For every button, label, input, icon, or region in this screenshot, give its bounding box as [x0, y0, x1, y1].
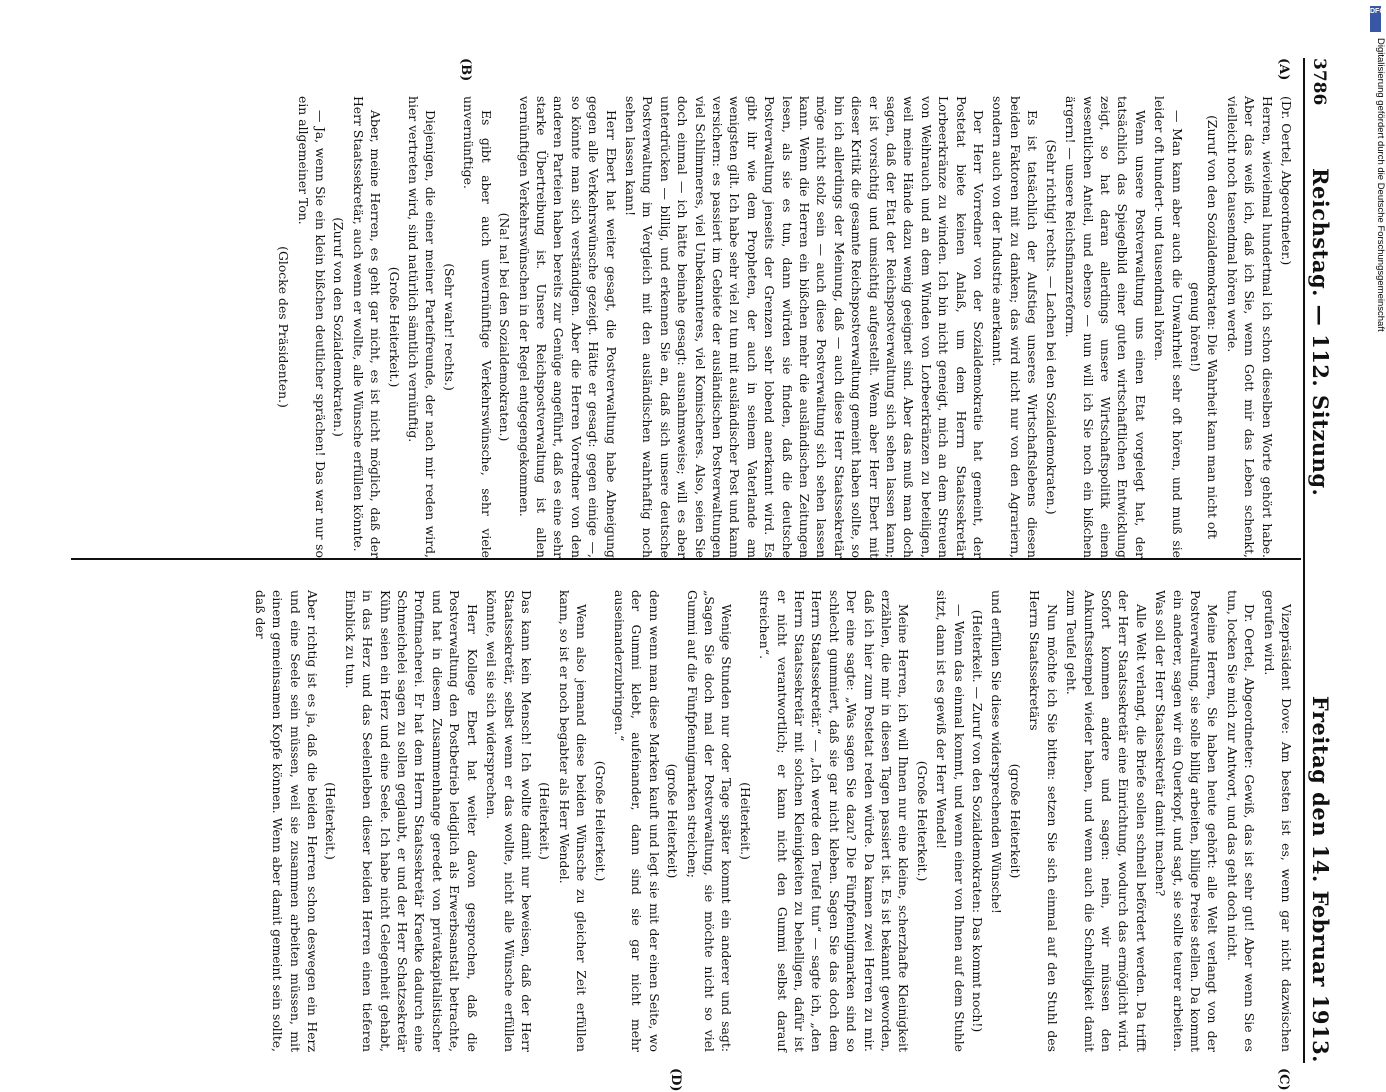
credit-text: Digitalisierung gefördert durch die Deutsche Forschungsgemeinschaft [1375, 38, 1386, 332]
paragraph: denn wenn man diese Marken kauft und legt sie mit der einen Seite, wo der Gummi klebt, aufeinander, dann sind sie gar nicht mehr auseinanderzubringen.“ [611, 590, 662, 1052]
page-number: 3786 [1309, 58, 1329, 106]
paragraph: und erfüllen Sie diese widersprechenden Wünsche! [989, 590, 1005, 914]
paragraph: Das kann kein Mensch! Ich wollte damit nur beweisen, daß der Herr Staatssekretär, selbst wenn er das wollte, nicht alle Wünsche erfüllen könnte, weil sie sich widersprechen. [484, 590, 534, 1052]
paragraph: Nun möchte ich Sie bitten: setzen Sie sich einmal auf den Stuhl des Herrn Staatssekretärs [1027, 590, 1060, 1052]
interjection: (Heiterkeit.) [537, 782, 553, 860]
paragraph: Meine Herren, Sie haben heute gehört: alle Welt verlangt von der Postverwaltung, sie solle billig arbeiten, billige Preise stellen. Da kommt ein anderer, sagen wir ein Querkopf, und sagt, sie sollte teurer arbeiten. Was soll der Herr Staatssekretär damit machen? [1153, 590, 1221, 1052]
paragraph: Meine Herren, ich will Ihnen nur eine kleine, scherzhafte Kleinigkeit erzählen, die mir in diesen Tagen passiert ist. Es ist bekannt geworden, daß ich hier zum Postetat reden würde. Da kamen zwei Herren zu mir. Der eine sagte: „Was sagen Sie dazu? Die Fünfpfennigmarken sind so schlecht gummiert, daß sie gar nicht kleben. Sagen Sie das doch dem Herrn Staatssekretär.“ — „Ich werde den Teufel tun“ — sagte ich, „den Herrn Staatssekretär mit solchen Kleinigkeiten zu behelligen, dafür ist er nicht verantwortlich; er kann nicht den Gummi selbst darauf streichen“. [757, 590, 912, 1052]
interjection: (Große Heiterkeit.) [914, 760, 930, 882]
margin-marker-c: (C) [1276, 1068, 1291, 1091]
paragraph: Wenn unsere Postverwaltung uns einen Etat vorgelegt hat, der tatsächlich das Spiegelbild einer guten wirtschaftlichen Entwicklung zeigt, so hat daran allerdings unsere Wirtschaftspolitik einen wesentlichen Anteil, und ebenso — nun will ich Sie noch ein bißchen ärgern! — unsere Reichsfinanzreform. [1063, 96, 1148, 558]
interjection: (Sehr richtig! rechts. — Lachen bei den Sozialdemokraten.) [1043, 139, 1059, 515]
session-date: Freitag den 14. Februar 1913. [1308, 695, 1333, 1063]
paragraph: Aber richtig ist es ja, daß die beiden Herren schon deswegen ein Herz und eine Seele sein müssen, weil sie zusammen arbeiten müssen, mit einem gemeinsamen Kopfe können. Wenn aber damit gemeint sein sollte, daß der [252, 590, 321, 1052]
header-rule [1303, 58, 1305, 1063]
paragraph: Wenige Stunden nur oder Tage später kommt ein anderer und sagt: „Sagen Sie doch mal der Postverwaltung, sie möchte nicht so viel Gummi auf die Fünfpfennigmarken streichen; [684, 590, 735, 1052]
paragraph: Es gibt aber auch unvernünftige Verkehrswünsche, sehr viele unvernünftige. [461, 96, 494, 558]
interjection: (Große Heiterkeit.) [592, 760, 608, 882]
paragraph: Aber, meine Herren, es geht gar nicht, es ist nicht möglich, daß der Herr Staatssekretär, auch wenn er wollte, alle Wünsche erfüllen könnte. [350, 96, 384, 558]
margin-marker-b: (B) [458, 58, 473, 82]
dfg-logo: DFG [1370, 6, 1381, 32]
page-title: Reichstag. — 112. Sitzung. [1308, 168, 1333, 497]
interjection: (Heiterkeit. — Zuruf von den Sozialdemokraten: Das kommt noch!) [970, 609, 986, 1033]
paragraph: — Man kann aber auch die Unwahrheit sehr oft hören, und muß sie leider oft hundert- und tausendmal hören. [1152, 96, 1185, 558]
interjection: (Große Heiterkeit.) [386, 266, 402, 388]
interjection: (große Heiterkeit) [665, 763, 681, 879]
margin-marker-d: (D) [668, 1068, 683, 1092]
digitization-credit [1375, 8, 1386, 988]
paragraph: Herr Kollege Ebert hat weiter davon gesprochen, daß die Postverwaltung den Postbetrieb lediglich als Erwerbsanstalt betrachte, und hat in diesem Zusammenhange geredet von privatkapitalistischer Profitmacherei. Er hat dem Herrn Staatssekretär Kraetke dadurch eine Schmeichelei sagen zu sollen geglaubt, er und der Herr Schatzsekretär Kühn seien ein Herz und eine Seele. Ich habe nicht Gelegenheit gehabt, in das Herz und das Seelenleben dieser beiden Herren einen tieferen Einblick zu tun. [342, 590, 480, 1052]
paragraph: Diejenigen, die einer meiner Parteifreunde, der nach mir reden wird, hier vertreten wird, sind natürlich sämtlich vernünftig. [406, 96, 439, 558]
paragraph: Der Herr Vorredner von der Sozialdemokratie hat gemeint, der Postetat biete keinen Anlaß, um dem Herrn Staatssekretär Lorbeerkränze zu winden. Ich bin nicht geneigt, mich an dem Streuen von Weihrauch und an dem Winden von Lorbeerkränzen zu beteiligen, weil meine Hände dazu wenig geeignet sind. Aber das muß man doch sagen, daß der Etat der Reichspostverwaltung sich sehen lassen kann; er ist vorsichtig und umsichtig aufgestellt. Wenn aber Herr Ebert mit dieser Kritik die gesamte Reichspostverwaltung gemeint haben sollte, so bin ich allerdings der Meinung, daß — auch diese Herr Staatssekretär möge nicht stolz sein — auch diese Postverwaltung sich sehen lassen kann. Wenn die Herren ein bißchen mehr die ausländischen Zeitungen lesen, als sie es tun, dann würden sie finden, daß die deutsche Postverwaltung jenseits der Grenzen sehr lobend anerkannt wird. Es gibt ihr wie dem Propheten, der auch in seinem Vaterlande am wenigsten gilt. Ich habe sehr viel zu tun mit ausländischer Post und kann versichern: es passiert im Gebiete der ausländischen Postverwaltungen viel Schlimmeres, viel Unbekannteres, viel Komischeres. Also, seien Sie doch einmal — ich hätte beinahe gesagt: ausnahmsweise; will es aber unterdrücken — billig, und erkennen Sie an, daß sich unsere deutsche Postverwaltung im Vergleich mit den ausländischen wahrhaftig noch sehen lassen kann! [622, 96, 987, 558]
paragraph: — Wenn das einmal kommt, und wenn einer von Ihnen auf dem Stuhle sitzt, dann ist es gewiß der Herr Wendel! [934, 590, 967, 1052]
paragraph: Vizepräsident Dove: Am besten ist es, wenn gar nicht dazwischen gerufen wird. [1261, 590, 1294, 1052]
interjection: (große Heiterkeit) [1007, 763, 1023, 879]
left-text-column [65, 96, 1295, 558]
paragraph: Herren, wievielmal hundertmal ich schon dieselben Worte gehört habe. Aber das weiß ich, daß ich Sie, wenn Gott mir das Leben schenkt, vielleicht noch tausendmal hören werde. [1224, 96, 1275, 558]
paragraph: Herr Ebert hat weiter gesagt, die Postverwaltung habe Abneigung gegen alle Verkehrswünsche gezeigt. Hätte er gesagt: gegen einige —, so könnte man sich verständigen. Aber die Herren Vorredner von den anderen Parteien haben bereits zur Genüge angeführt, daß es eine sehr starke Übertreibung ist. Unsere Reichspostverwaltung ist allen vernünftigen Verkehrswünschen in der Regel entgegengekommen. [516, 96, 619, 558]
interjection: (Heiterkeit.) [737, 782, 753, 860]
paragraph: Dr. Oertel, Abgeordneter: Gewiß, das ist sehr gut! Aber wenn Sie es tun, locken Sie mich zur Antwort, und das geht doch nicht. [1224, 590, 1258, 1052]
interjection: (Glocke des Präsidenten.) [276, 246, 292, 408]
interjection: (Zuruf von den Sozialdemokraten: Die Wahrheit kann man nicht oft genug hören!) [1187, 115, 1221, 539]
interjection: (Heiterkeit.) [323, 782, 339, 860]
paragraph: Es ist tatsächlich der Aufstieg unseres Wirtschaftslebens diesen beiden Faktoren mit zu danken; das wird nicht nur von den Agrariern, sondern auch von der Industrie anerkannt. [990, 96, 1041, 558]
interjection: (Na! na! bei den Sozialdemokraten.) [497, 212, 513, 442]
margin-marker-a: (A) [1276, 58, 1291, 81]
interjection: (Sehr wahr! rechts.) [441, 263, 457, 391]
paragraph: — Ja, wenn Sie ein klein bißchen deutlicher sprächen! Das war nur so ein allgemeiner Ton. [295, 96, 329, 558]
paragraph: Alle Welt verlangt, die Briefe sollen schnell befördert werden. Da trifft der Herr Staatssekretär eine Einrichtung, wodurch das ermöglicht wird. Sofort kommen andere und sagen: nein, wir müssen den Ankunftsstempel wieder haben, und wenn auch die Schnelligkeit damit zum Teufel geht. [1064, 590, 1149, 1052]
speaker-note: (Dr. Oertel, Abgeordneter.) [1279, 96, 1294, 266]
interjection: (Zuruf von den Sozialdemokraten.) [331, 217, 347, 437]
right-text-column [65, 590, 1295, 1052]
paragraph: Wenn also jemand diese beiden Wünsche zu gleicher Zeit erfüllen kann, so ist er noch begabter als Herr Wendel. [556, 590, 590, 1052]
column-divider [71, 558, 1301, 560]
